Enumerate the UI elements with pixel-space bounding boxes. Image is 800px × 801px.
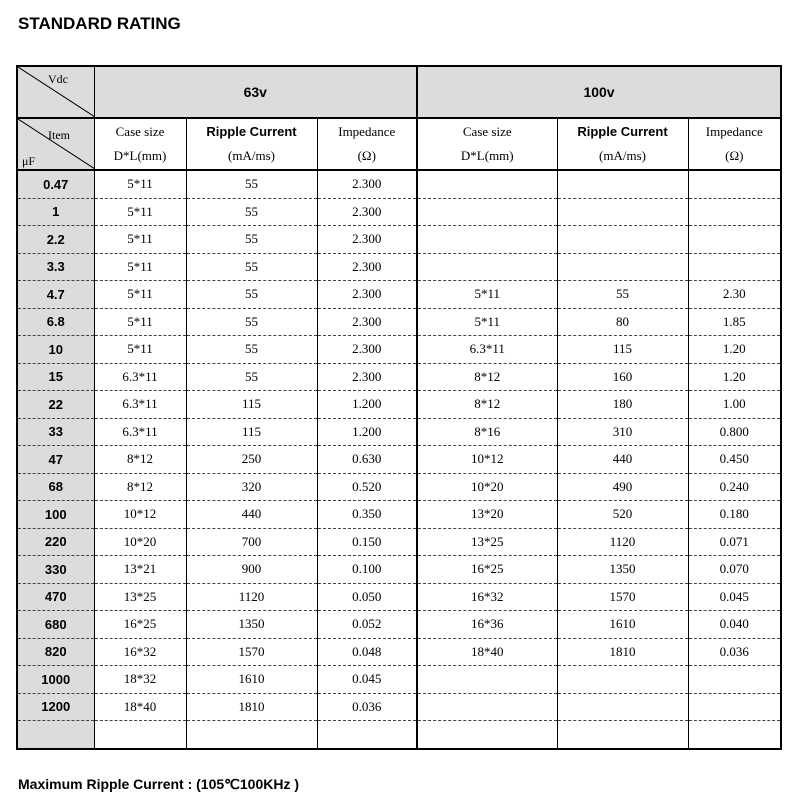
- 63v-ripple-current-cell: 55: [186, 198, 317, 226]
- 63v-impedance-cell: 1.200: [317, 391, 417, 419]
- voltage-100-header: 100v: [417, 66, 781, 118]
- impedance-label: Impedance: [705, 124, 763, 139]
- 100v-impedance-cell: [688, 170, 781, 198]
- 63v-case-size-cell: 16*32: [94, 638, 186, 666]
- 63v-ripple-current-cell: 1120: [186, 583, 317, 611]
- 100v-ripple-current-cell: 180: [557, 391, 688, 419]
- 63v-impedance-cell: 2.300: [317, 281, 417, 309]
- col-impedance-63: [317, 118, 417, 170]
- 63v-ripple-current-cell: 440: [186, 501, 317, 529]
- case-size-label: Case size: [462, 124, 512, 139]
- 63v-ripple-current-cell: 1810: [186, 693, 317, 721]
- 100v-ripple-current-cell: 80: [557, 308, 688, 336]
- 100v-ripple-current-cell: 115: [557, 336, 688, 364]
- 100v-ripple-current-cell: 310: [557, 418, 688, 446]
- 63v-impedance-cell: 0.045: [317, 666, 417, 694]
- 63v-case-size-cell: [94, 721, 186, 749]
- 100v-case-size-cell: [417, 693, 557, 721]
- col-impedance-100: [688, 118, 781, 170]
- 63v-impedance-cell: 0.050: [317, 583, 417, 611]
- 100v-impedance-cell: 0.180: [688, 501, 781, 529]
- 100v-ripple-current-cell: [557, 226, 688, 254]
- 100v-case-size-cell: 16*25: [417, 556, 557, 584]
- 63v-impedance-cell: 0.150: [317, 528, 417, 556]
- 63v-impedance-cell: 0.350: [317, 501, 417, 529]
- 63v-impedance-cell: 2.300: [317, 253, 417, 281]
- capacitance-cell: 2.2: [17, 226, 94, 254]
- 63v-impedance-cell: 0.048: [317, 638, 417, 666]
- capacitance-cell: 820: [17, 638, 94, 666]
- 63v-case-size-cell: 13*21: [94, 556, 186, 584]
- 63v-ripple-current-cell: 55: [186, 363, 317, 391]
- 100v-impedance-cell: 0.070: [688, 556, 781, 584]
- 100v-case-size-cell: 8*12: [417, 391, 557, 419]
- 100v-impedance-cell: [688, 693, 781, 721]
- 100v-case-size-cell: 13*25: [417, 528, 557, 556]
- vdc-label: Vdc: [48, 72, 68, 86]
- 63v-ripple-current-cell: 55: [186, 226, 317, 254]
- 63v-impedance-cell: 2.300: [317, 308, 417, 336]
- 63v-case-size-cell: 16*25: [94, 611, 186, 639]
- 63v-impedance-cell: 2.300: [317, 170, 417, 198]
- 63v-ripple-current-cell: 55: [186, 281, 317, 309]
- table-row: [17, 198, 781, 226]
- ripple-label: Ripple Current: [206, 124, 297, 139]
- 63v-ripple-current-cell: 115: [186, 418, 317, 446]
- col-ripple-100: [557, 118, 688, 170]
- 100v-ripple-current-cell: [557, 253, 688, 281]
- 63v-impedance-cell: 2.300: [317, 198, 417, 226]
- 100v-impedance-cell: 0.036: [688, 638, 781, 666]
- 63v-case-size-cell: 8*12: [94, 446, 186, 474]
- 100v-ripple-current-cell: 1120: [557, 528, 688, 556]
- 100v-impedance-cell: 0.045: [688, 583, 781, 611]
- impedance-unit: (Ω): [725, 148, 744, 163]
- 63v-ripple-current-cell: 55: [186, 170, 317, 198]
- 100v-case-size-cell: 13*20: [417, 501, 557, 529]
- table-row: [17, 583, 781, 611]
- table-row: [17, 721, 781, 749]
- 100v-case-size-cell: [417, 226, 557, 254]
- 100v-impedance-cell: 1.20: [688, 336, 781, 364]
- case-size-unit: D*L(mm): [113, 148, 167, 163]
- table-row: [17, 501, 781, 529]
- 100v-case-size-cell: [417, 721, 557, 749]
- 100v-impedance-cell: [688, 198, 781, 226]
- capacitance-cell: 100: [17, 501, 94, 529]
- capacitance-cell: 1000: [17, 666, 94, 694]
- item-label: Item: [48, 128, 70, 142]
- 63v-case-size-cell: 5*11: [94, 253, 186, 281]
- 100v-ripple-current-cell: 490: [557, 473, 688, 501]
- 100v-ripple-current-cell: 55: [557, 281, 688, 309]
- 63v-case-size-cell: 6.3*11: [94, 363, 186, 391]
- 63v-impedance-cell: 0.520: [317, 473, 417, 501]
- 63v-impedance-cell: 2.300: [317, 226, 417, 254]
- 100v-case-size-cell: 16*32: [417, 583, 557, 611]
- 63v-ripple-current-cell: 55: [186, 308, 317, 336]
- 100v-case-size-cell: 10*12: [417, 446, 557, 474]
- capacitance-cell: 680: [17, 611, 94, 639]
- vdc-corner-cell: [17, 66, 94, 118]
- 63v-impedance-cell: 2.300: [317, 336, 417, 364]
- table-row: [17, 308, 781, 336]
- 100v-case-size-cell: 8*12: [417, 363, 557, 391]
- 100v-case-size-cell: 5*11: [417, 308, 557, 336]
- table-row: [17, 363, 781, 391]
- 63v-case-size-cell: 18*32: [94, 666, 186, 694]
- 100v-case-size-cell: 6.3*11: [417, 336, 557, 364]
- table-row: [17, 253, 781, 281]
- 63v-ripple-current-cell: 1350: [186, 611, 317, 639]
- 100v-impedance-cell: [688, 253, 781, 281]
- capacitance-cell: 470: [17, 583, 94, 611]
- 63v-case-size-cell: 6.3*11: [94, 391, 186, 419]
- 100v-impedance-cell: 1.00: [688, 391, 781, 419]
- 100v-impedance-cell: [688, 721, 781, 749]
- col-case-size-100: [417, 118, 557, 170]
- 100v-case-size-cell: 8*16: [417, 418, 557, 446]
- 100v-impedance-cell: 2.30: [688, 281, 781, 309]
- capacitance-cell: 0.47: [17, 170, 94, 198]
- capacitance-cell: 6.8: [17, 308, 94, 336]
- capacitance-cell: 1: [17, 198, 94, 226]
- 100v-impedance-cell: [688, 226, 781, 254]
- 63v-case-size-cell: 5*11: [94, 198, 186, 226]
- 100v-ripple-current-cell: 1350: [557, 556, 688, 584]
- 63v-case-size-cell: 5*11: [94, 170, 186, 198]
- table-row: [17, 170, 781, 198]
- 63v-ripple-current-cell: 1570: [186, 638, 317, 666]
- 100v-ripple-current-cell: 1610: [557, 611, 688, 639]
- 100v-impedance-cell: 1.85: [688, 308, 781, 336]
- 100v-ripple-current-cell: 440: [557, 446, 688, 474]
- 100v-ripple-current-cell: [557, 198, 688, 226]
- 63v-impedance-cell: 1.200: [317, 418, 417, 446]
- table-row: [17, 638, 781, 666]
- ripple-unit: (mA/ms): [599, 148, 646, 163]
- 63v-impedance-cell: 0.100: [317, 556, 417, 584]
- 100v-impedance-cell: [688, 666, 781, 694]
- 63v-impedance-cell: 0.630: [317, 446, 417, 474]
- 63v-case-size-cell: 5*11: [94, 226, 186, 254]
- capacitance-cell: 3.3: [17, 253, 94, 281]
- max-ripple-note: Maximum Ripple Current : (105℃100KHz ): [18, 776, 300, 792]
- uf-label: μF: [22, 154, 36, 168]
- 63v-ripple-current-cell: 55: [186, 253, 317, 281]
- table-row: [17, 528, 781, 556]
- voltage-header-row: [17, 66, 781, 118]
- 63v-case-size-cell: 10*20: [94, 528, 186, 556]
- table-row: [17, 666, 781, 694]
- 63v-case-size-cell: 10*12: [94, 501, 186, 529]
- item-corner-cell: [17, 118, 94, 170]
- capacitance-cell: 33: [17, 418, 94, 446]
- 100v-case-size-cell: 10*20: [417, 473, 557, 501]
- 100v-impedance-cell: 0.040: [688, 611, 781, 639]
- voltage-63-header: 63v: [94, 66, 417, 118]
- 100v-case-size-cell: 16*36: [417, 611, 557, 639]
- 63v-ripple-current-cell: 115: [186, 391, 317, 419]
- 63v-ripple-current-cell: 250: [186, 446, 317, 474]
- 63v-ripple-current-cell: 320: [186, 473, 317, 501]
- 63v-case-size-cell: 5*11: [94, 281, 186, 309]
- 63v-ripple-current-cell: 900: [186, 556, 317, 584]
- capacitance-cell: 47: [17, 446, 94, 474]
- impedance-unit: (Ω): [357, 148, 376, 163]
- column-header-row: [17, 118, 781, 170]
- 63v-ripple-current-cell: 1610: [186, 666, 317, 694]
- 63v-case-size-cell: 5*11: [94, 308, 186, 336]
- table-row: [17, 391, 781, 419]
- table-row: [17, 611, 781, 639]
- table-row: [17, 336, 781, 364]
- capacitance-cell: [17, 721, 94, 749]
- 100v-ripple-current-cell: 1810: [557, 638, 688, 666]
- 100v-impedance-cell: 0.800: [688, 418, 781, 446]
- 63v-case-size-cell: 6.3*11: [94, 418, 186, 446]
- 100v-impedance-cell: 1.20: [688, 363, 781, 391]
- capacitance-cell: 330: [17, 556, 94, 584]
- capacitance-cell: 1200: [17, 693, 94, 721]
- 63v-ripple-current-cell: 55: [186, 336, 317, 364]
- case-size-label: Case size: [115, 124, 165, 139]
- capacitance-cell: 4.7: [17, 281, 94, 309]
- table-row: [17, 226, 781, 254]
- ripple-unit: (mA/ms): [228, 148, 275, 163]
- 63v-case-size-cell: 18*40: [94, 693, 186, 721]
- 100v-impedance-cell: 0.450: [688, 446, 781, 474]
- 63v-impedance-cell: [317, 721, 417, 749]
- 100v-ripple-current-cell: [557, 721, 688, 749]
- table-row: [17, 446, 781, 474]
- 100v-case-size-cell: [417, 170, 557, 198]
- case-size-unit: D*L(mm): [460, 148, 514, 163]
- 63v-impedance-cell: 0.052: [317, 611, 417, 639]
- col-case-size-63: [94, 118, 186, 170]
- 100v-ripple-current-cell: [557, 693, 688, 721]
- 100v-ripple-current-cell: 160: [557, 363, 688, 391]
- 63v-impedance-cell: 0.036: [317, 693, 417, 721]
- 100v-ripple-current-cell: 520: [557, 501, 688, 529]
- 63v-case-size-cell: 13*25: [94, 583, 186, 611]
- capacitance-cell: 220: [17, 528, 94, 556]
- capacitance-cell: 68: [17, 473, 94, 501]
- 100v-case-size-cell: 18*40: [417, 638, 557, 666]
- 100v-ripple-current-cell: [557, 170, 688, 198]
- 63v-ripple-current-cell: [186, 721, 317, 749]
- table-row: [17, 556, 781, 584]
- 63v-ripple-current-cell: 700: [186, 528, 317, 556]
- 100v-impedance-cell: 0.240: [688, 473, 781, 501]
- 100v-case-size-cell: [417, 666, 557, 694]
- table-row: [17, 693, 781, 721]
- 63v-case-size-cell: 5*11: [94, 336, 186, 364]
- impedance-label: Impedance: [338, 124, 396, 139]
- table-row: [17, 473, 781, 501]
- capacitance-cell: 15: [17, 363, 94, 391]
- capacitance-cell: 10: [17, 336, 94, 364]
- rating-table: [16, 65, 782, 750]
- table-row: [17, 418, 781, 446]
- 100v-case-size-cell: 5*11: [417, 281, 557, 309]
- 63v-case-size-cell: 8*12: [94, 473, 186, 501]
- 100v-impedance-cell: 0.071: [688, 528, 781, 556]
- 100v-case-size-cell: [417, 198, 557, 226]
- table-row: [17, 281, 781, 309]
- 100v-case-size-cell: [417, 253, 557, 281]
- col-ripple-63: [186, 118, 317, 170]
- page-title: STANDARD RATING: [18, 14, 181, 33]
- capacitance-cell: 22: [17, 391, 94, 419]
- 63v-impedance-cell: 2.300: [317, 363, 417, 391]
- ripple-label: Ripple Current: [577, 124, 668, 139]
- 100v-ripple-current-cell: [557, 666, 688, 694]
- 100v-ripple-current-cell: 1570: [557, 583, 688, 611]
